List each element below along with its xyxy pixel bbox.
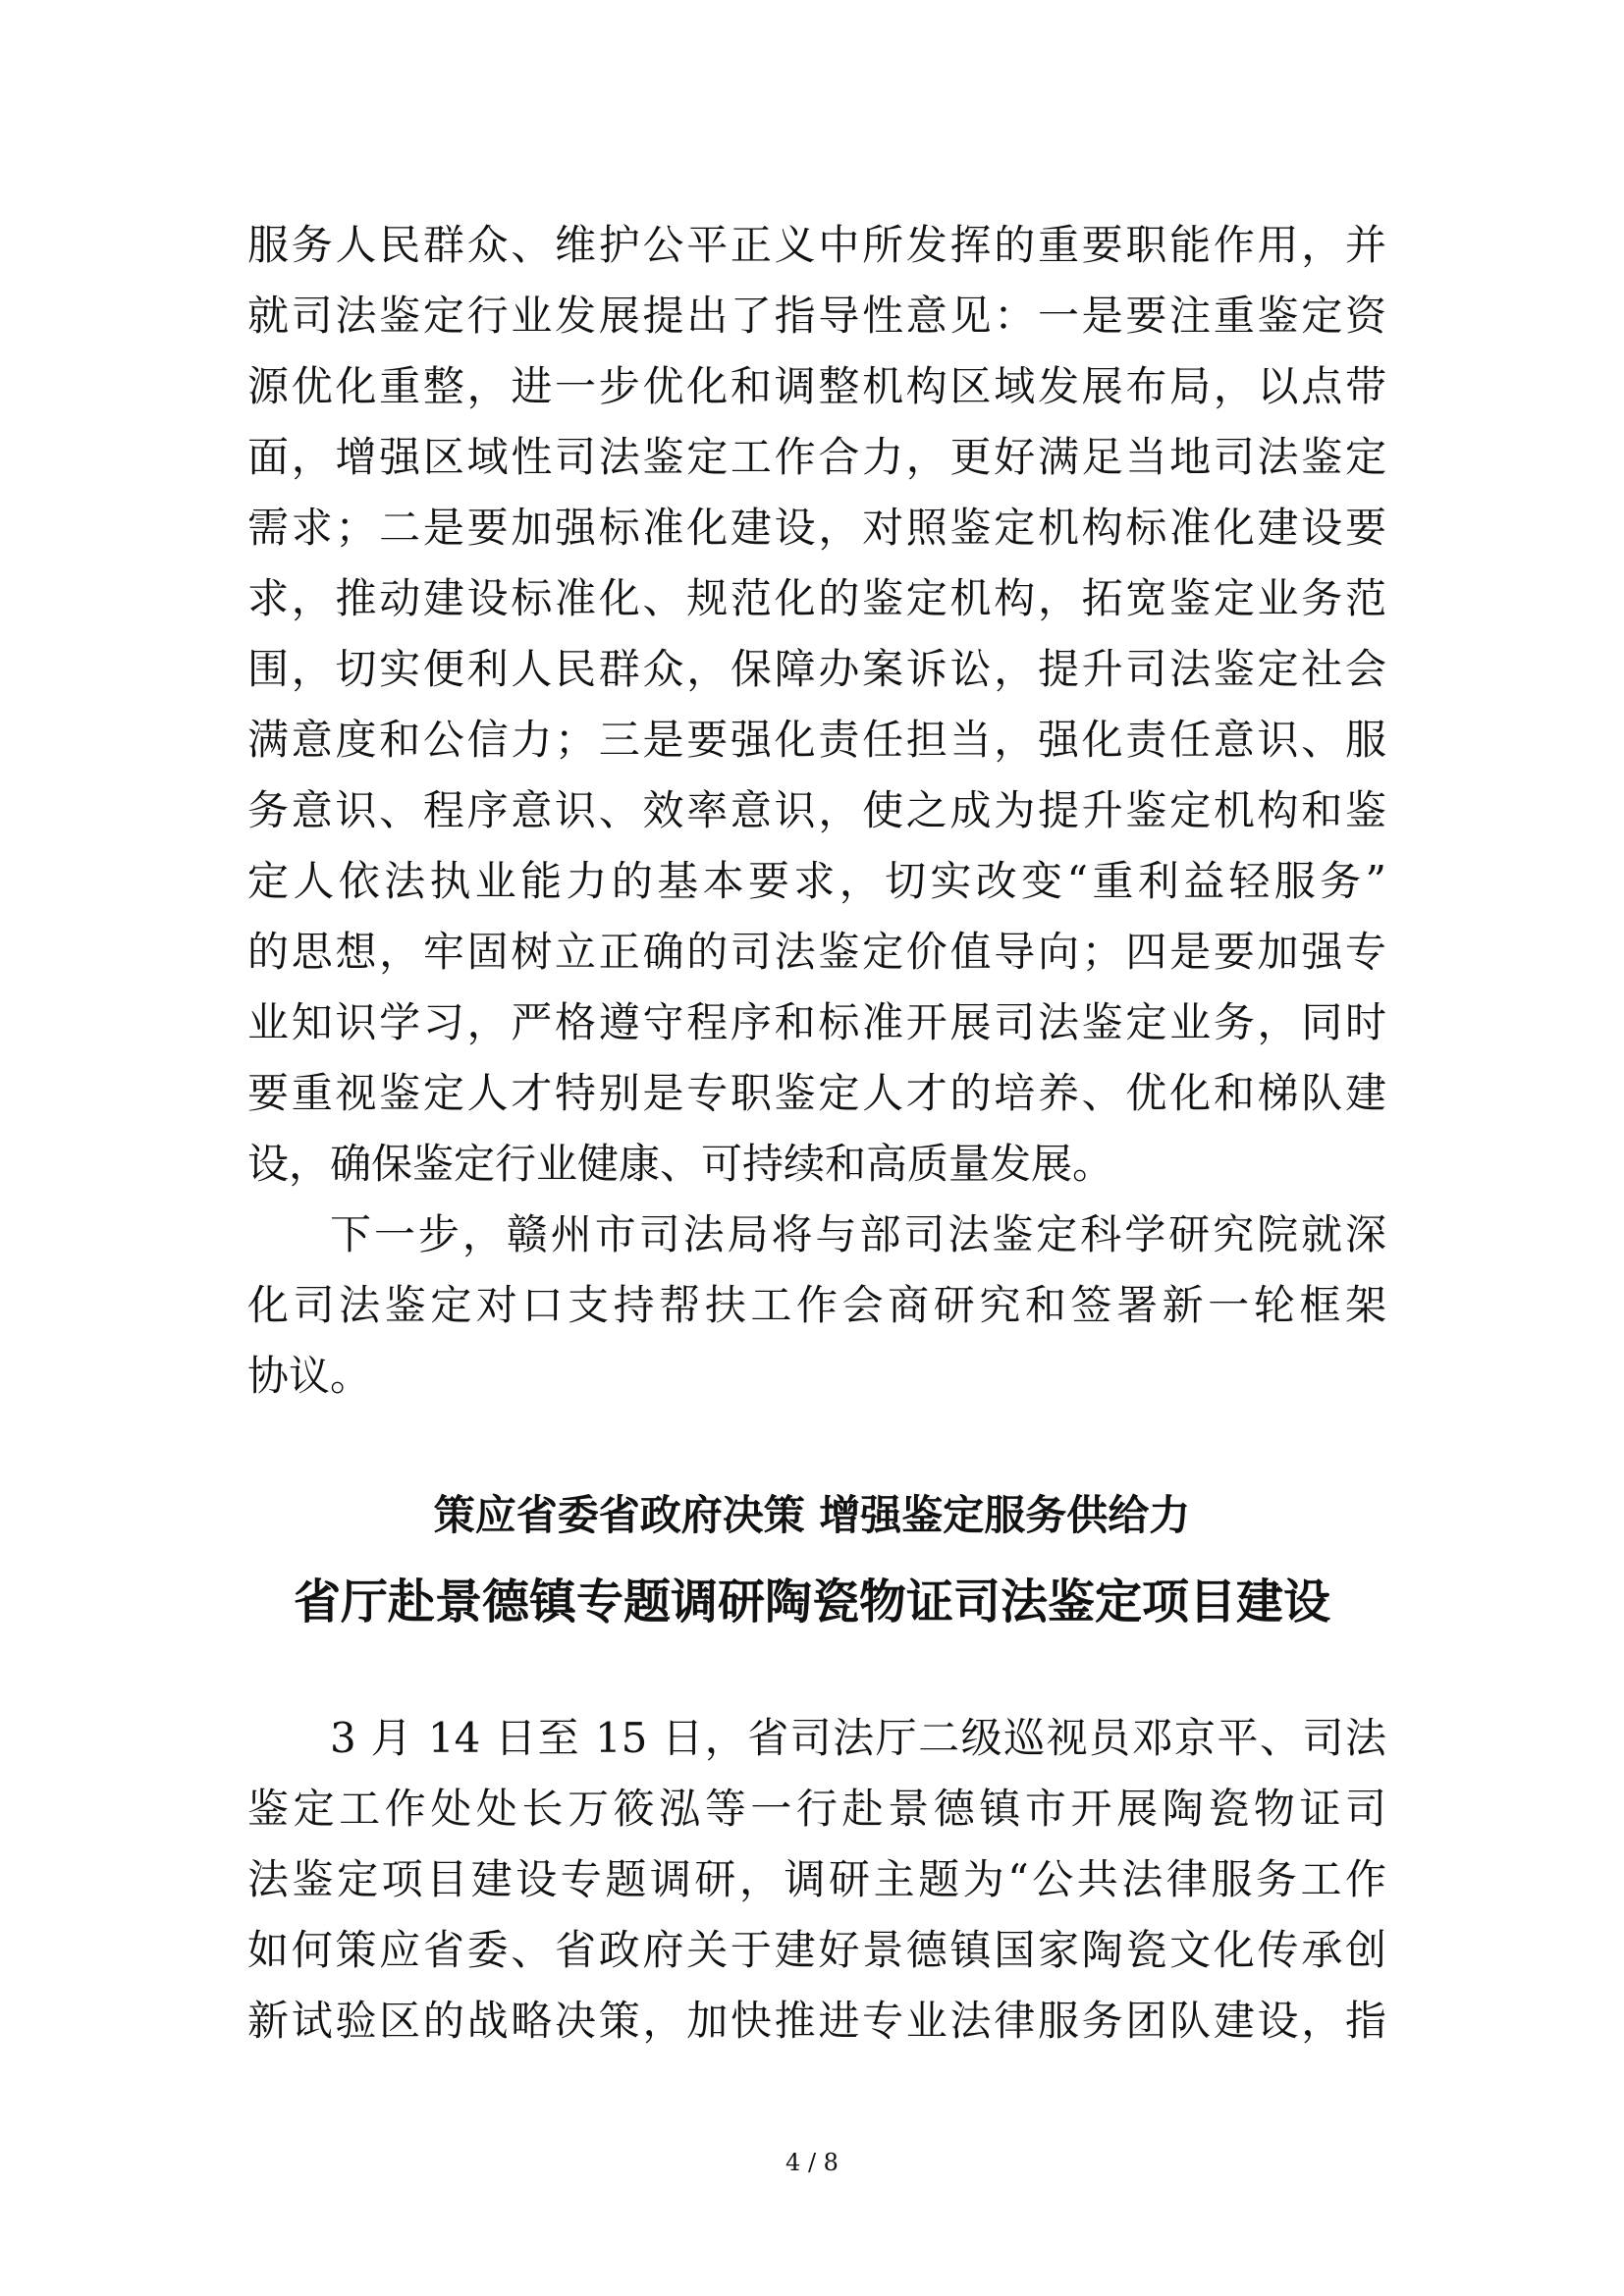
paragraph-line: 的思想，牢固树立正确的司法鉴定价值导向；四是要加强专 [247,928,1386,976]
paragraph-line: 定人依法执业能力的基本要求，切实改变“重利益轻服务” [247,857,1386,905]
paragraph-line: 设，确保鉴定行业健康、可持续和高质量发展。 [247,1140,1114,1188]
paragraph-line: 务意识、程序意识、效率意识，使之成为提升鉴定机构和鉴 [247,786,1386,834]
paragraph-line: 鉴定工作处处长万筱泓等一行赴景德镇市开展陶瓷物证司 [247,1785,1386,1833]
paragraph-line: 化司法鉴定对口支持帮扶工作会商研究和签署新一轮框架 [247,1281,1386,1329]
paragraph-line: 面，增强区域性司法鉴定工作合力，更好满足当地司法鉴定 [247,433,1386,481]
paragraph-line: 源优化重整，进一步优化和调整机构区域发展布局，以点带 [247,362,1386,410]
paragraph-line: 业知识学习，严格遵守程序和标准开展司法鉴定业务，同时 [247,998,1386,1046]
paragraph-line: 法鉴定项目建设专题调研，调研主题为“公共法律服务工作 [247,1855,1386,1903]
paragraph-line: 需求；二是要加强标准化建设，对照鉴定机构标准化建设要 [247,504,1386,552]
paragraph-line: 要重视鉴定人才特别是专职鉴定人才的培养、优化和梯队建 [247,1069,1386,1117]
paragraph-line: 满意度和公信力；三是要强化责任担当，强化责任意识、服 [247,716,1386,764]
paragraph-line: 协议。 [247,1352,372,1400]
article-title-line-1: 策应省委省政府决策 增强鉴定服务供给力 [433,1491,1191,1539]
paragraph-line: 就司法鉴定行业发展提出了指导性意见：一是要注重鉴定资 [247,292,1386,340]
paragraph-line: 求，推动建设标准化、规范化的鉴定机构，拓宽鉴定业务范 [247,574,1386,622]
paragraph-line: 3 月 14 日至 15 日，省司法厅二级巡视员邓京平、司法 [330,1714,1386,1762]
paragraph-line: 围，切实便利人民群众，保障办案诉讼，提升司法鉴定社会 [247,645,1386,693]
paragraph-line: 新试验区的战略决策，加快推进专业法律服务团队建设，指 [247,1997,1386,2045]
article-title-line-2: 省厅赴景德镇专题调研陶瓷物证司法鉴定项目建设 [293,1575,1330,1629]
page-number: 4 / 8 [785,2149,839,2176]
paragraph-line: 下一步，赣州市司法局将与部司法鉴定科学研究院就深 [330,1210,1386,1258]
paragraph-line: 如何策应省委、省政府关于建好景德镇国家陶瓷文化传承创 [247,1926,1386,1974]
paragraph-line: 服务人民群众、维护公平正义中所发挥的重要职能作用，并 [247,221,1386,269]
